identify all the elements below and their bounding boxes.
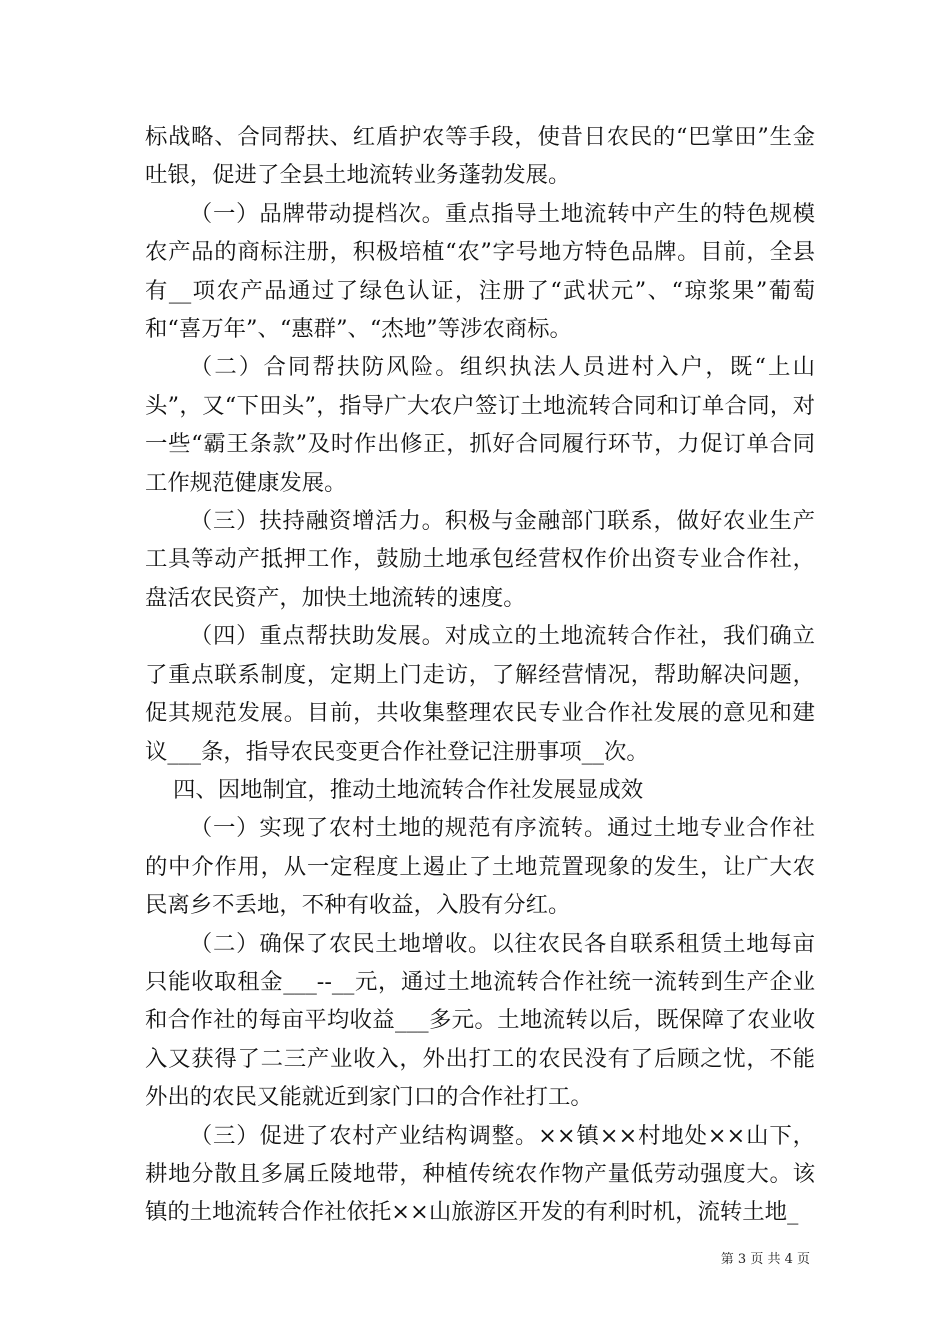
paragraph-land-transfer: （一）实现了农村土地的规范有序流转。通过土地专业合作社的中介作用，从一定程度上遏止了土地荒置现象的发生，让广大农民离乡不丢地，不种有收益，入股有分红。 bbox=[145, 815, 815, 919]
paragraph-structure: （三）促进了农村产业结构调整。××镇××村地处××山下，耕地分散且多属丘陵地带，种植传统农作物产量低劳动强度大。该镇的土地流转合作社依托××山旅游区开发的有利时机，流转土地_ bbox=[145, 1122, 815, 1226]
page-number: 第 3 页 共 4 页 bbox=[720, 1252, 810, 1267]
section-heading: 四、因地制宜，推动土地流转合作社发展显成效 bbox=[173, 776, 644, 803]
paragraph-support: （四）重点帮扶助发展。对成立的土地流转合作社，我们确立了重点联系制度，定期上门走访，了解经营情况，帮助解决问题，促其规范发展。目前，共收集整理农民专业合作社发展的意见和建议___条，指导农民变更合作社登记注册事项__次。 bbox=[145, 623, 815, 765]
paragraph-brand: （一）品牌带动提档次。重点指导土地流转中产生的特色规模农产品的商标注册，积极培植“农”字号地方特色品牌。目前，全县有__项农产品通过了绿色认证，注册了“武状元”、“琼浆果”葡萄和“喜万年”、“惠群”、“杰地”等涉农商标。 bbox=[145, 200, 815, 343]
paragraph-income: （二）确保了农民土地增收。以往农民各自联系租赁土地每亩只能收取租金___--__元，通过土地流转合作社统一流转到生产企业和合作社的每亩平均收益___多元。土地流转以后，既保障了农业收入又获得了二三产业收入，外出打工的农民没有了后顾之忧，不能外出的农民又能就近到家门口的合作社打工。 bbox=[145, 930, 815, 1111]
paragraph-contract: （二）合同帮扶防风险。组织执法人员进村入户，既“上山头”，又“下田头”，指导广大农户签订土地流转合同和订单合同，对一些“霸王条款”及时作出修正，抓好合同履行环节，力促订单合同工作规范健康发展。 bbox=[145, 354, 815, 496]
paragraph-continued: 标战略、合同帮扶、红盾护农等手段，使昔日农民的“巴掌田”生金吐银，促进了全县土地流转业务蓬勃发展。 bbox=[145, 124, 815, 189]
paragraph-finance: （三）扶持融资增活力。积极与金融部门联系，做好农业生产工具等动产抵押工作，鼓励土地承包经营权作价出资专业合作社，盘活农民资产，加快土地流转的速度。 bbox=[145, 508, 815, 611]
document-body bbox=[145, 118, 815, 1232]
